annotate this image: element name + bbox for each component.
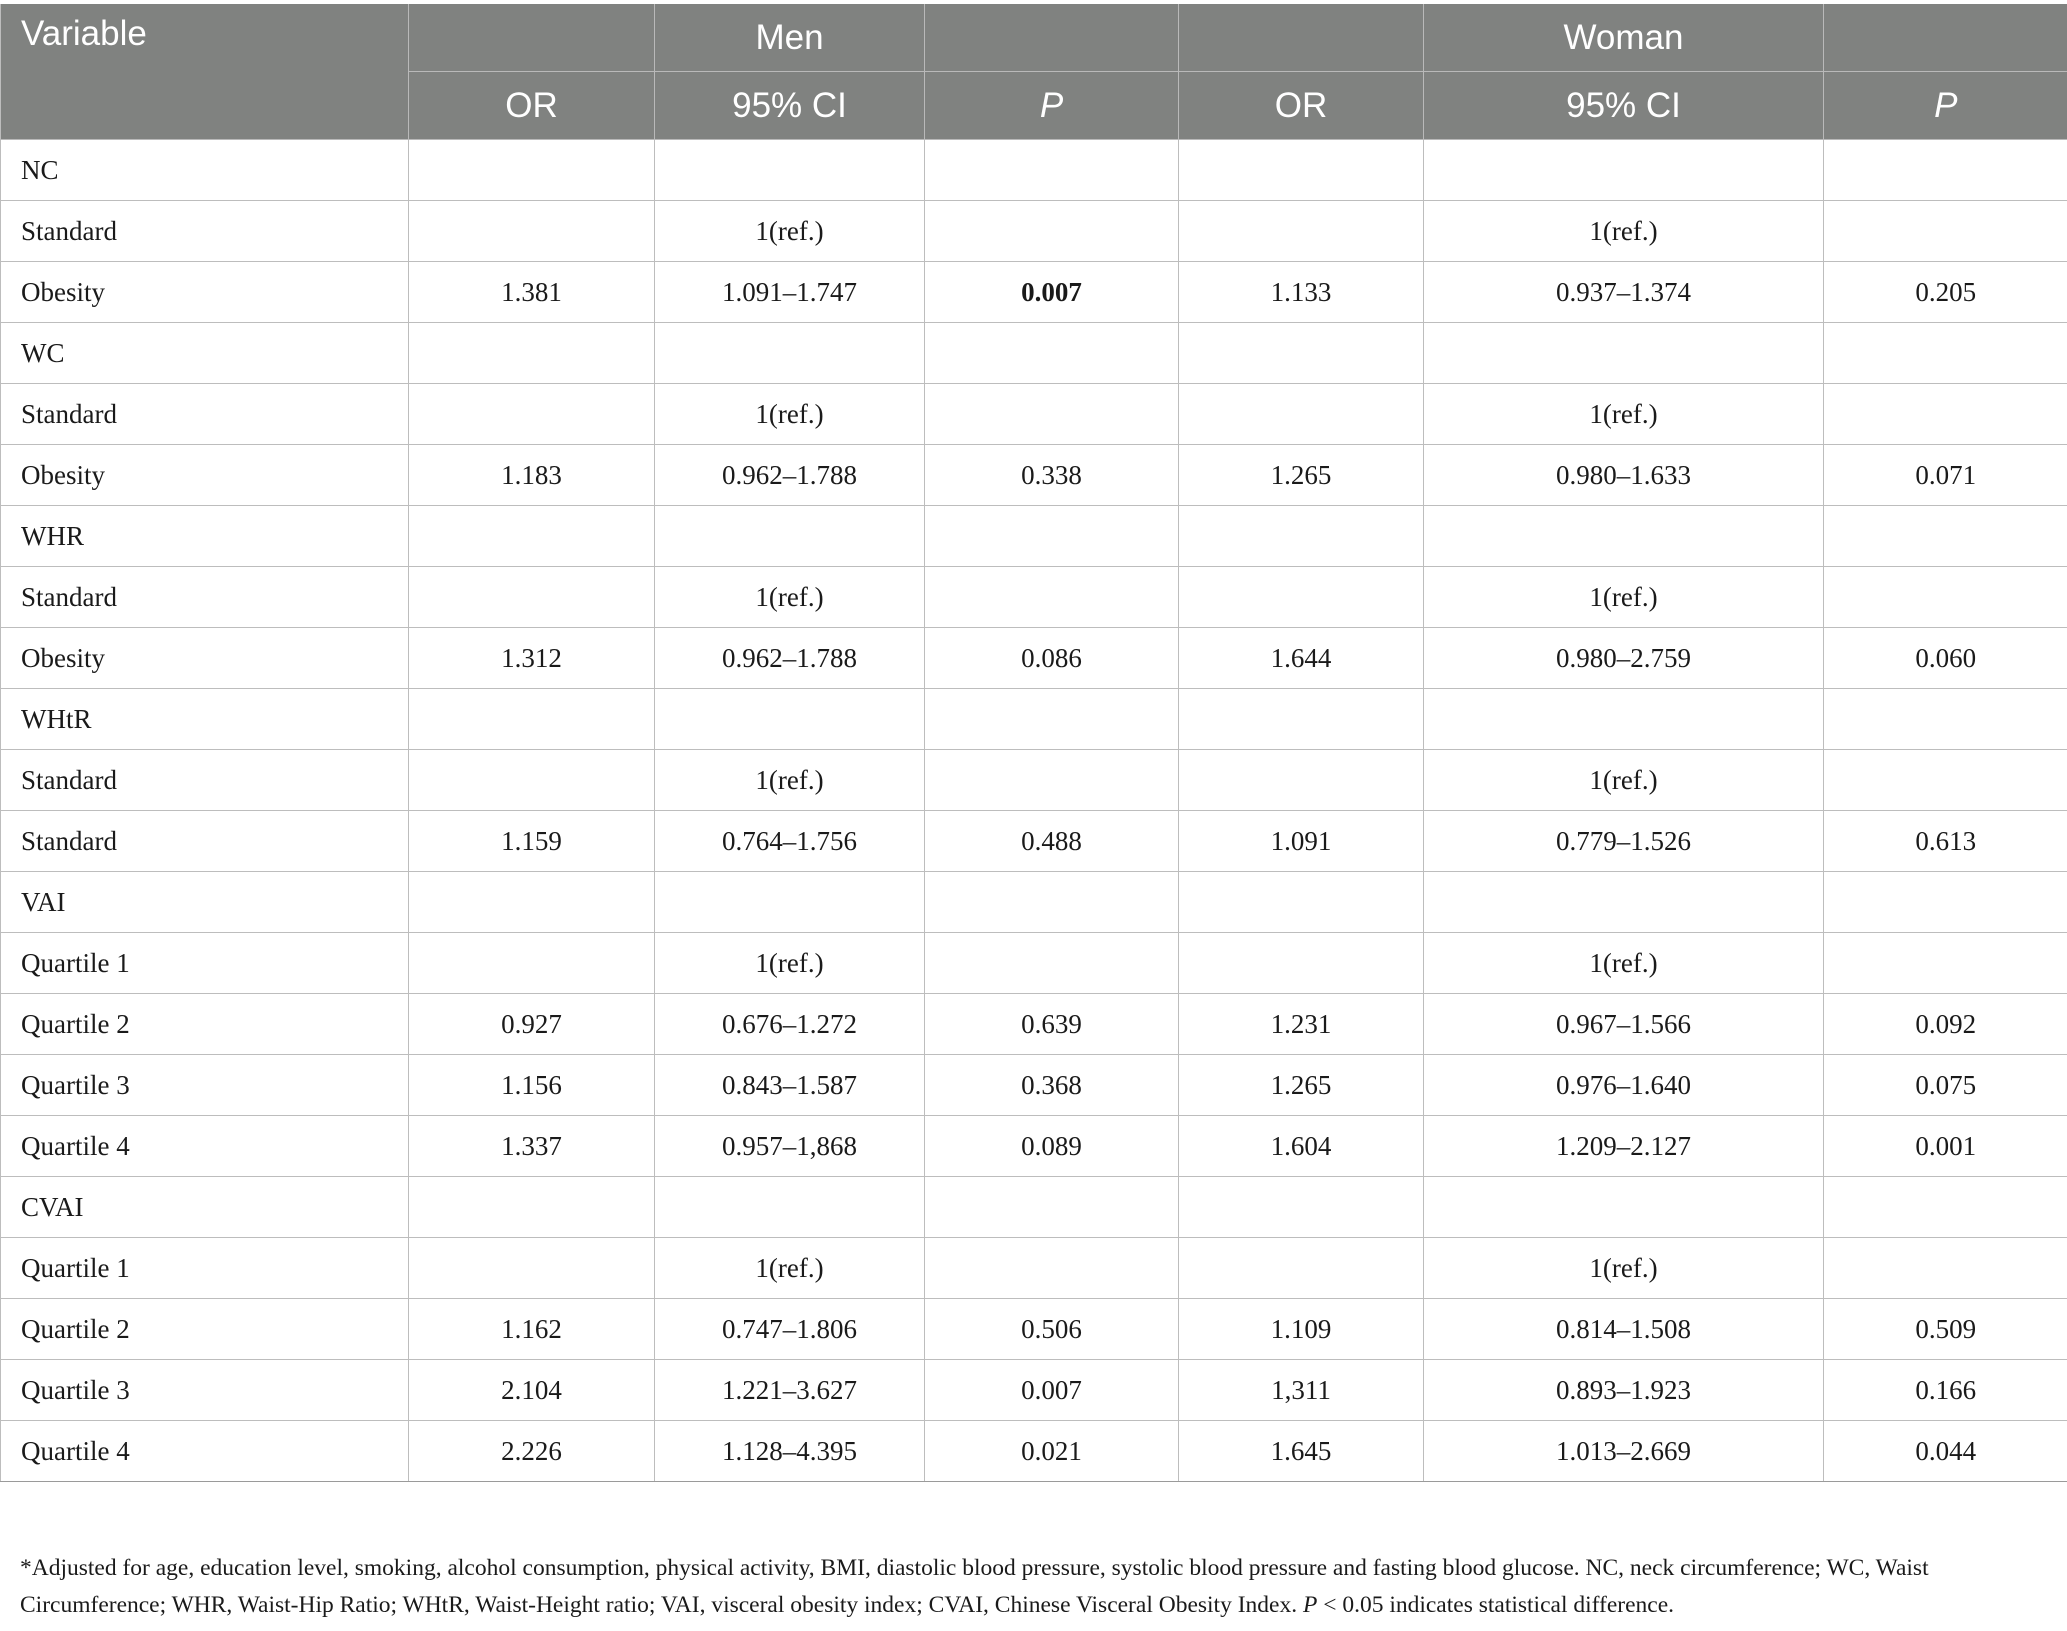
men-p-cell: 0.639 bbox=[925, 994, 1179, 1055]
men-p-cell: 0.368 bbox=[925, 1055, 1179, 1116]
men-ci-cell: 0.676–1.272 bbox=[655, 994, 925, 1055]
row-label: Quartile 1 bbox=[1, 933, 409, 994]
men-ci-cell: 0.962–1.788 bbox=[655, 628, 925, 689]
woman-p-cell bbox=[1824, 872, 2067, 933]
woman-ci-cell: 1(ref.) bbox=[1424, 750, 1824, 811]
woman-or-cell: 1.604 bbox=[1179, 1116, 1424, 1177]
row-label: Obesity bbox=[1, 262, 409, 323]
woman-or-header: OR bbox=[1179, 72, 1424, 140]
woman-or-cell: 1.645 bbox=[1179, 1421, 1424, 1482]
table-row bbox=[1, 750, 2067, 811]
men-or-cell bbox=[409, 384, 655, 445]
men-or-cell: 1.162 bbox=[409, 1299, 655, 1360]
woman-p-cell: 0.613 bbox=[1824, 811, 2067, 872]
woman-or-cell: 1.231 bbox=[1179, 994, 1424, 1055]
men-or-header: OR bbox=[409, 72, 655, 140]
woman-p-cell: 0.001 bbox=[1824, 1116, 2067, 1177]
woman-group-header: Woman bbox=[1424, 4, 1824, 72]
woman-p-cell bbox=[1824, 1177, 2067, 1238]
men-p-cell: 0.089 bbox=[925, 1116, 1179, 1177]
row-label: VAI bbox=[1, 872, 409, 933]
woman-ci-cell bbox=[1424, 872, 1824, 933]
men-p-cell bbox=[925, 872, 1179, 933]
row-label: CVAI bbox=[1, 1177, 409, 1238]
table-row bbox=[1, 1177, 2067, 1238]
header-spacer bbox=[409, 4, 655, 72]
table-row bbox=[1, 201, 2067, 262]
woman-or-cell bbox=[1179, 384, 1424, 445]
men-p-cell bbox=[925, 750, 1179, 811]
men-or-cell bbox=[409, 750, 655, 811]
table-body bbox=[1, 140, 2067, 1482]
men-p-cell bbox=[925, 506, 1179, 567]
table-footnote bbox=[20, 1550, 2040, 1624]
woman-ci-cell: 0.893–1.923 bbox=[1424, 1360, 1824, 1421]
table-row bbox=[1, 1055, 2067, 1116]
woman-ci-cell: 1(ref.) bbox=[1424, 933, 1824, 994]
table-row bbox=[1, 506, 2067, 567]
men-p-cell bbox=[925, 689, 1179, 750]
men-ci-cell: 1.221–3.627 bbox=[655, 1360, 925, 1421]
woman-ci-cell: 0.814–1.508 bbox=[1424, 1299, 1824, 1360]
table-row bbox=[1, 1360, 2067, 1421]
row-label: Obesity bbox=[1, 445, 409, 506]
woman-or-cell bbox=[1179, 201, 1424, 262]
men-ci-cell bbox=[655, 140, 925, 201]
men-or-cell: 1.183 bbox=[409, 445, 655, 506]
men-p-cell bbox=[925, 567, 1179, 628]
woman-or-cell bbox=[1179, 689, 1424, 750]
woman-or-cell: 1.133 bbox=[1179, 262, 1424, 323]
woman-p-cell bbox=[1824, 323, 2067, 384]
row-label: WHR bbox=[1, 506, 409, 567]
woman-or-cell bbox=[1179, 140, 1424, 201]
woman-or-cell: 1.265 bbox=[1179, 1055, 1424, 1116]
woman-or-cell bbox=[1179, 1238, 1424, 1299]
woman-p-cell: 0.075 bbox=[1824, 1055, 2067, 1116]
men-p-cell: 0.021 bbox=[925, 1421, 1179, 1482]
men-p-cell: 0.086 bbox=[925, 628, 1179, 689]
men-or-cell: 1.156 bbox=[409, 1055, 655, 1116]
woman-p-header: P bbox=[1824, 72, 2067, 140]
variable-column-header: Variable bbox=[1, 4, 409, 140]
men-p-cell bbox=[925, 1177, 1179, 1238]
woman-or-cell: 1.644 bbox=[1179, 628, 1424, 689]
row-label: Standard bbox=[1, 811, 409, 872]
men-ci-cell: 0.957–1,868 bbox=[655, 1116, 925, 1177]
woman-or-cell: 1.091 bbox=[1179, 811, 1424, 872]
table-row bbox=[1, 445, 2067, 506]
men-or-cell: 2.104 bbox=[409, 1360, 655, 1421]
men-ci-header: 95% CI bbox=[655, 72, 925, 140]
woman-ci-cell: 0.976–1.640 bbox=[1424, 1055, 1824, 1116]
table-row bbox=[1, 689, 2067, 750]
woman-p-cell: 0.166 bbox=[1824, 1360, 2067, 1421]
men-ci-cell: 0.764–1.756 bbox=[655, 811, 925, 872]
row-label: Quartile 1 bbox=[1, 1238, 409, 1299]
men-ci-cell: 1(ref.) bbox=[655, 933, 925, 994]
men-ci-cell: 0.747–1.806 bbox=[655, 1299, 925, 1360]
table-row bbox=[1, 1116, 2067, 1177]
woman-p-cell bbox=[1824, 506, 2067, 567]
woman-or-cell bbox=[1179, 750, 1424, 811]
men-or-cell bbox=[409, 506, 655, 567]
row-label: Quartile 3 bbox=[1, 1055, 409, 1116]
row-label: Quartile 4 bbox=[1, 1116, 409, 1177]
men-or-cell bbox=[409, 1177, 655, 1238]
woman-p-cell bbox=[1824, 1238, 2067, 1299]
men-ci-cell: 1(ref.) bbox=[655, 567, 925, 628]
men-ci-cell bbox=[655, 506, 925, 567]
men-or-cell: 1.312 bbox=[409, 628, 655, 689]
woman-or-cell: 1.265 bbox=[1179, 445, 1424, 506]
table-row bbox=[1, 1299, 2067, 1360]
men-p-cell: 0.506 bbox=[925, 1299, 1179, 1360]
woman-ci-cell: 1.013–2.669 bbox=[1424, 1421, 1824, 1482]
men-ci-cell: 1(ref.) bbox=[655, 750, 925, 811]
woman-ci-cell bbox=[1424, 506, 1824, 567]
men-or-cell bbox=[409, 872, 655, 933]
men-p-cell bbox=[925, 140, 1179, 201]
men-ci-cell: 1(ref.) bbox=[655, 201, 925, 262]
odds-ratio-table bbox=[0, 4, 2067, 1482]
woman-ci-cell: 0.967–1.566 bbox=[1424, 994, 1824, 1055]
men-or-cell: 1.381 bbox=[409, 262, 655, 323]
footnote-text: *Adjusted for age, education level, smoking, alcohol consumption, physical activity, BMI, diastolic blood pressure, systolic blood pressure and fasting blood glucose. NC, neck circumference; WC, Waist Circumference; WHR, Waist-Hip Ratio; WHtR, Waist-Height ratio; VAI, visceral obesity index; CVAI, Chinese Visceral Obesity Index. bbox=[20, 1555, 1929, 1618]
woman-p-cell: 0.044 bbox=[1824, 1421, 2067, 1482]
men-ci-cell: 1.128–4.395 bbox=[655, 1421, 925, 1482]
woman-ci-cell: 1(ref.) bbox=[1424, 1238, 1824, 1299]
row-label: Standard bbox=[1, 201, 409, 262]
table-row bbox=[1, 1421, 2067, 1482]
table-header bbox=[1, 4, 2067, 140]
footnote-p-symbol: P bbox=[1302, 1592, 1318, 1618]
woman-ci-cell bbox=[1424, 1177, 1824, 1238]
table-row bbox=[1, 994, 2067, 1055]
men-or-cell: 0.927 bbox=[409, 994, 655, 1055]
men-p-cell bbox=[925, 1238, 1179, 1299]
row-label: WHtR bbox=[1, 689, 409, 750]
men-p-cell bbox=[925, 201, 1179, 262]
woman-or-cell bbox=[1179, 506, 1424, 567]
woman-ci-cell: 0.937–1.374 bbox=[1424, 262, 1824, 323]
woman-p-cell bbox=[1824, 689, 2067, 750]
woman-or-cell bbox=[1179, 872, 1424, 933]
men-or-cell bbox=[409, 140, 655, 201]
woman-ci-cell: 0.980–1.633 bbox=[1424, 445, 1824, 506]
row-label: WC bbox=[1, 323, 409, 384]
woman-p-cell bbox=[1824, 567, 2067, 628]
woman-p-cell: 0.092 bbox=[1824, 994, 2067, 1055]
woman-p-cell bbox=[1824, 933, 2067, 994]
men-ci-cell: 0.962–1.788 bbox=[655, 445, 925, 506]
row-label: Quartile 2 bbox=[1, 994, 409, 1055]
woman-or-cell bbox=[1179, 933, 1424, 994]
woman-ci-cell: 1.209–2.127 bbox=[1424, 1116, 1824, 1177]
table-row bbox=[1, 1238, 2067, 1299]
woman-ci-cell bbox=[1424, 689, 1824, 750]
row-label: Obesity bbox=[1, 628, 409, 689]
woman-ci-cell bbox=[1424, 323, 1824, 384]
woman-ci-header: 95% CI bbox=[1424, 72, 1824, 140]
table-row bbox=[1, 262, 2067, 323]
woman-ci-cell: 0.779–1.526 bbox=[1424, 811, 1824, 872]
table-row bbox=[1, 811, 2067, 872]
men-p-cell bbox=[925, 384, 1179, 445]
men-p-cell: 0.007 bbox=[925, 1360, 1179, 1421]
woman-or-cell: 1,311 bbox=[1179, 1360, 1424, 1421]
men-p-cell bbox=[925, 323, 1179, 384]
men-p-cell: 0.338 bbox=[925, 445, 1179, 506]
men-p-cell: 0.488 bbox=[925, 811, 1179, 872]
men-or-cell bbox=[409, 567, 655, 628]
men-ci-cell bbox=[655, 323, 925, 384]
men-ci-cell: 1(ref.) bbox=[655, 1238, 925, 1299]
men-ci-cell: 1(ref.) bbox=[655, 384, 925, 445]
woman-or-cell: 1.109 bbox=[1179, 1299, 1424, 1360]
table-row bbox=[1, 323, 2067, 384]
woman-ci-cell bbox=[1424, 140, 1824, 201]
men-ci-cell: 0.843–1.587 bbox=[655, 1055, 925, 1116]
row-label: NC bbox=[1, 140, 409, 201]
row-label: Standard bbox=[1, 567, 409, 628]
woman-p-cell bbox=[1824, 750, 2067, 811]
header-row-groups bbox=[1, 4, 2067, 72]
men-or-cell bbox=[409, 323, 655, 384]
header-spacer bbox=[1824, 4, 2067, 72]
woman-ci-cell: 1(ref.) bbox=[1424, 201, 1824, 262]
woman-or-cell bbox=[1179, 1177, 1424, 1238]
men-or-cell bbox=[409, 1238, 655, 1299]
men-or-cell bbox=[409, 933, 655, 994]
row-label: Standard bbox=[1, 384, 409, 445]
woman-ci-cell: 0.980–2.759 bbox=[1424, 628, 1824, 689]
men-or-cell: 1.159 bbox=[409, 811, 655, 872]
header-spacer bbox=[1179, 4, 1424, 72]
woman-p-cell bbox=[1824, 201, 2067, 262]
men-p-header: P bbox=[925, 72, 1179, 140]
woman-p-cell: 0.060 bbox=[1824, 628, 2067, 689]
table-row bbox=[1, 567, 2067, 628]
men-group-header: Men bbox=[655, 4, 925, 72]
men-ci-cell bbox=[655, 689, 925, 750]
men-ci-cell bbox=[655, 872, 925, 933]
woman-ci-cell: 1(ref.) bbox=[1424, 567, 1824, 628]
men-p-cell bbox=[925, 933, 1179, 994]
woman-p-cell: 0.205 bbox=[1824, 262, 2067, 323]
woman-ci-cell: 1(ref.) bbox=[1424, 384, 1824, 445]
table-row bbox=[1, 384, 2067, 445]
men-ci-cell bbox=[655, 1177, 925, 1238]
header-spacer bbox=[925, 4, 1179, 72]
row-label: Quartile 3 bbox=[1, 1360, 409, 1421]
men-or-cell bbox=[409, 201, 655, 262]
row-label: Quartile 4 bbox=[1, 1421, 409, 1482]
woman-p-cell: 0.071 bbox=[1824, 445, 2067, 506]
row-label: Quartile 2 bbox=[1, 1299, 409, 1360]
woman-or-cell bbox=[1179, 323, 1424, 384]
footnote-text-end: < 0.05 indicates statistical difference. bbox=[1317, 1592, 1675, 1618]
woman-p-cell: 0.509 bbox=[1824, 1299, 2067, 1360]
men-or-cell: 1.337 bbox=[409, 1116, 655, 1177]
men-p-cell: 0.007 bbox=[925, 262, 1179, 323]
men-ci-cell: 1.091–1.747 bbox=[655, 262, 925, 323]
table-row bbox=[1, 872, 2067, 933]
woman-p-cell bbox=[1824, 384, 2067, 445]
table-row bbox=[1, 628, 2067, 689]
table-row bbox=[1, 933, 2067, 994]
woman-p-cell bbox=[1824, 140, 2067, 201]
men-or-cell bbox=[409, 689, 655, 750]
table-row bbox=[1, 140, 2067, 201]
woman-or-cell bbox=[1179, 567, 1424, 628]
men-or-cell: 2.226 bbox=[409, 1421, 655, 1482]
row-label: Standard bbox=[1, 750, 409, 811]
